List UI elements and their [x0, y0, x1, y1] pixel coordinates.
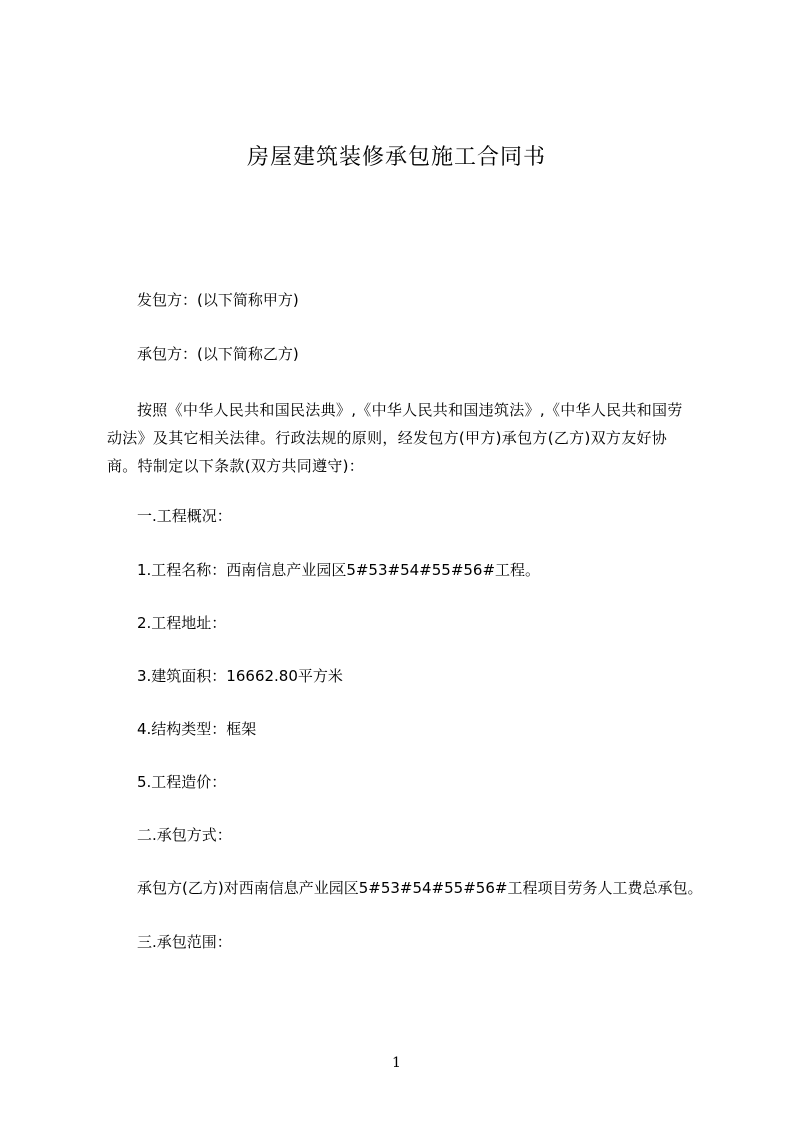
section-heading-project-overview: 一.工程概况： — [137, 507, 232, 525]
section-heading-contract-method: 二.承包方式： — [137, 826, 232, 844]
party-a-line: 发包方：(以下简称甲方) — [137, 291, 299, 309]
section-heading-contract-scope: 三.承包范围： — [137, 933, 232, 951]
project-name-line: 1.工程名称：西南信息产业园区5#53#54#55#56#工程。 — [137, 561, 541, 579]
party-b-line: 承包方：(以下简称乙方) — [137, 345, 299, 363]
project-address-line: 2.工程地址： — [137, 614, 227, 632]
project-cost-line: 5.工程造价： — [137, 773, 227, 791]
structure-type-line: 4.结构类型：框架 — [137, 720, 257, 738]
preamble-paragraph: 按照《中华人民共和国民法典》,《中华人民共和国违筑法》,《中华人民共和国劳动法》及其它相关法律。行政法规的原则，经发包方(甲方)承包方(乙方)双方友好协商。特制定以下条款(双方共同遵守)： — [107, 401, 683, 475]
contract-method-paragraph: 承包方(乙方)对西南信息产业园区5#53#54#55#56#工程项目劳务人工费总承包。 — [137, 879, 703, 897]
building-area-line: 3.建筑面积：16662.80平方米 — [137, 667, 343, 685]
document-title: 房屋建筑装修承包施工合同书 — [246, 145, 546, 170]
page-number: 1 — [392, 1055, 401, 1071]
